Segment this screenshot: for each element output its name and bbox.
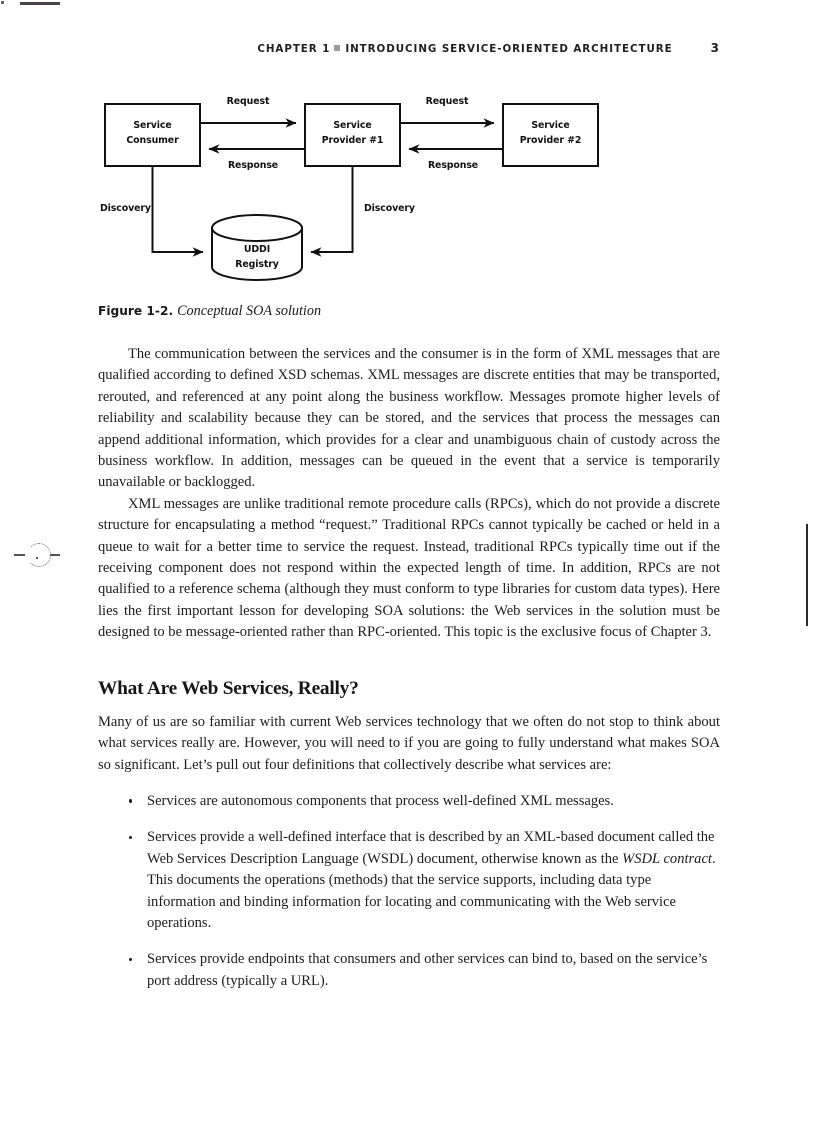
figure-caption-number: Figure 1-2. [98, 304, 174, 318]
paragraph-xml-messages: XML messages are unlike traditional remote procedure calls (RPCs), which do not provide a discrete structure for encapsulating a method “request.” Traditional RPCs cannot typically be cached or held in a queue to wait for a better time to service the request. Instead, traditional RPCs typically time out if the receiving component does not respond within the expected length of time. In addition, RPCs are not qualified to a reference schema (although they must conform to type libraries for custom data types). Here lies the first important lesson for developing SOA solutions: the Web services in the solution must be designed to be message-oriented rather than RPC-oriented. This topic is the exclusive focus of Chapter 3. [98, 495, 720, 641]
paragraph-section-intro: Many of us are so familiar with current Web services technology that we often do not stop to think about what services really are. However, you will need to if you are going to fully understand what makes SOA so significant. Let’s pull out four definitions that collectively describe what services are: [98, 713, 720, 773]
scan-artifact-corner-dot [1, 1, 4, 4]
registration-tick-right [50, 554, 60, 556]
paragraph-communication: The communication between the services and the consumer is in the form of XML messages that are qualified according to defined XSD schemas. XML messages are discrete entities that may be transported, rerouted, and referenced at any point along the business workflow. Messages promote higher levels of reliability and scalability because they can be stored, and the services that process the messages can append additional information, which provides for a clear and unambiguous chain of custody across the business workflow. In addition, messages can be queued in the event that a service is temporarily unavailable or backlogged. [98, 346, 720, 491]
bullet-icon [129, 836, 132, 839]
registration-ring [27, 543, 51, 567]
registration-center-dot [36, 557, 38, 559]
node-label-line1: Service [133, 120, 172, 131]
running-head [98, 41, 719, 55]
page-number: 3 [710, 41, 719, 55]
list-item-text-2: . This documents the operations (methods) that the service supports, including data type information and binding information for locating and communicating with the Web service operations. [147, 850, 716, 931]
body-column [98, 344, 720, 992]
figure-diagram [98, 92, 719, 287]
node-label-line2: Provider #1 [321, 135, 384, 146]
edge-label-discovery: Discovery [100, 203, 151, 214]
diagram-edge-discovery-consumer [100, 166, 203, 252]
edge-label-response: Response [427, 160, 479, 171]
diagram-node-service-provider-2 [503, 104, 598, 166]
node-label-line2: Provider #2 [519, 135, 582, 146]
edge-label-request: Request [226, 96, 270, 107]
node-label-line1: Service [531, 120, 570, 131]
edge-label-response: Response [227, 160, 279, 171]
list-item [98, 949, 720, 992]
page-title: What Are Web Services, Really? [98, 677, 359, 699]
node-label-line1: UDDI [243, 244, 271, 255]
diagram-edge-request-1 [200, 96, 296, 123]
running-head-title: INTRODUCING SERVICE-ORIENTED ARCHITECTURE [345, 43, 673, 55]
node-label-line2: Registry [235, 259, 279, 270]
diagram-node-uddi-registry [212, 215, 302, 280]
scan-artifact-top-bar [20, 2, 60, 5]
section-heading-wrapper [98, 677, 720, 701]
definitions-list [98, 791, 720, 992]
list-item-text-1: Services provide a well-defined interface that is described by an XML-based document called the Web Services Description Language (WSDL) document, otherwise known as the [147, 829, 715, 867]
list-item-text-1: Services are autonomous components that process well-defined XML messages. [147, 792, 614, 809]
bullet-icon [129, 958, 132, 961]
square-bullet-icon [334, 45, 340, 51]
diagram-edge-discovery-provider [311, 166, 415, 252]
scan-artifact-registration-mark [14, 538, 60, 574]
list-item [98, 791, 720, 812]
list-item-text-1: Services provide endpoints that consumers and other services can bind to, based on the service’s port address (typically a URL). [147, 951, 708, 989]
list-item-emphasis: WSDL contract [622, 850, 712, 867]
edge-label-request: Request [425, 96, 469, 107]
node-label-line1: Service [333, 120, 372, 131]
diagram-edge-response-2 [409, 149, 503, 171]
diagram-node-service-provider-1 [305, 104, 400, 166]
diagram-edge-response-1 [209, 149, 305, 171]
list-item [98, 827, 720, 934]
running-head-text [257, 43, 672, 55]
definitions-list-wrapper [98, 791, 720, 992]
running-head-chapter-label: CHAPTER 1 [257, 43, 331, 55]
diagram-edge-request-2 [400, 96, 494, 123]
diagram-node-service-consumer [105, 104, 200, 166]
edge-label-discovery: Discovery [364, 203, 415, 214]
bullet-icon [129, 799, 132, 802]
registration-tick-left [14, 554, 25, 556]
scan-artifact-right-edge-line [806, 524, 808, 626]
figure-caption [98, 303, 719, 320]
figure-caption-text: Conceptual SOA solution [177, 303, 322, 319]
node-label-line2: Consumer [126, 135, 179, 146]
